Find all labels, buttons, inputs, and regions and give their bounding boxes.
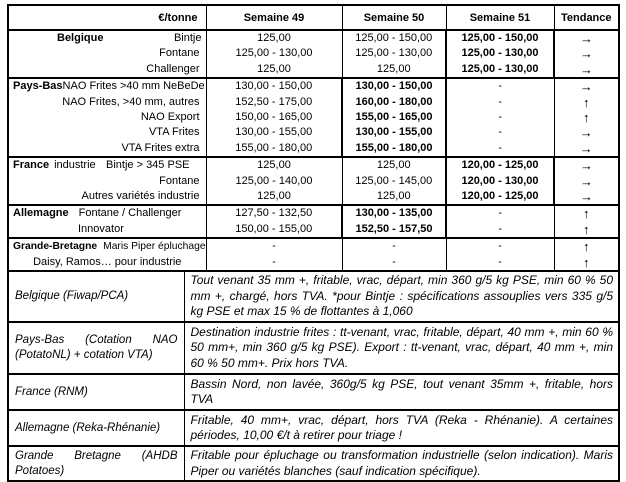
- trend-arrow: →: [554, 157, 618, 173]
- trend-arrow: →: [554, 78, 618, 94]
- table-row: [9, 78, 618, 94]
- trend-arrow: ↑: [554, 255, 618, 270]
- price-cell: -: [342, 255, 446, 270]
- price-cell: -: [206, 255, 342, 270]
- variety-label: Fontane: [159, 47, 200, 60]
- variety-label: NAO Frites >40 mm NeBeDe: [62, 80, 205, 93]
- price-cell: -: [446, 78, 554, 94]
- block-belgique: [9, 30, 618, 78]
- trend-arrow: ↑: [554, 205, 618, 221]
- header-row: [9, 6, 618, 30]
- price-cell: 155,00 - 180,00: [342, 141, 446, 157]
- price-cell: 152,50 - 175,00: [206, 95, 342, 110]
- variety-label: Daisy, Ramos… pour industrie: [33, 255, 182, 268]
- unit-header: €/tonne: [9, 6, 206, 30]
- table-row: [9, 30, 618, 46]
- variety-label: Bintje: [173, 32, 202, 44]
- price-cell: 130,00 - 150,00: [342, 78, 446, 94]
- table-row: [9, 125, 618, 140]
- block-allemagne: [9, 205, 618, 238]
- country-label: Allemagne: [13, 207, 69, 220]
- price-cell: 120,00 - 125,00: [446, 157, 554, 173]
- price-cell: 125,00 - 130,00: [206, 46, 342, 61]
- note-text: Destination industrie frites : tt-venant, vrac, fritable, départ, 40 mm +, min 60 % 50 mm+, min 360 g/5 kg PSE). Export : tt-venant, vrac, départ, 40 mm +, min 60 % 50 mm+. Prix hors TVA.: [184, 322, 618, 374]
- note-text: Fritable pour épluchage ou transformation industrielle (selon indication). Maris Piper ou variétés blanches (sauf indication spécifique).: [184, 446, 618, 480]
- trend-arrow: ↑: [554, 110, 618, 125]
- variety-label: Maris Piper épluchage: [103, 241, 206, 253]
- price-cell: 125,00 - 140,00: [206, 174, 342, 189]
- note-row: [9, 322, 618, 374]
- variety-label: NAO Export: [140, 111, 200, 124]
- note-row: [9, 446, 618, 480]
- price-cell: 150,00 - 165,00: [206, 110, 342, 125]
- country-suffix: industrie: [54, 159, 96, 172]
- price-cell: -: [342, 238, 446, 254]
- trend-arrow: →: [554, 174, 618, 189]
- table-row: [9, 222, 618, 238]
- country-label: Pays-Bas: [13, 80, 63, 93]
- variety-label: Fontane / Challenger: [78, 207, 182, 220]
- note-row: [9, 271, 618, 322]
- note-text: Tout venant 35 mm +, fritable, vrac, départ, min 360 g/5 kg PSE, min 60 % 50 mm +, chargé, hors TVA. *pour Bintje : spécifications assouplies vers 335 g/5 kg PSE et max 15 % de flottantes à 1,060: [184, 271, 618, 322]
- price-cell: 125,00 - 145,00: [342, 174, 446, 189]
- note-row: [9, 410, 618, 446]
- trend-arrow: ↑: [554, 238, 618, 254]
- block-grande-bretagne: [9, 238, 618, 270]
- table-row: [9, 174, 618, 189]
- price-cell: -: [446, 141, 554, 157]
- week-50-header: Semaine 50: [342, 6, 446, 30]
- price-cell: 125,00: [206, 30, 342, 46]
- table-row: [9, 95, 618, 110]
- table-row: [9, 157, 618, 173]
- price-cell: 130,00 - 155,00: [206, 125, 342, 140]
- price-cell: 125,00 - 130,00: [342, 46, 446, 61]
- note-text: Fritable, 40 mm+, vrac, départ, hors TVA (Reka - Rhénanie). A certaines périodes, 10,00 €/t à retirer pour triage !: [184, 410, 618, 446]
- price-cell: -: [446, 95, 554, 110]
- variety-label: Innovator: [78, 222, 124, 235]
- note-label: Pays-Bas (Cotation NAO (PotatoNL) + cotation VTA): [9, 322, 184, 374]
- price-cell: -: [446, 238, 554, 254]
- trend-arrow: →: [554, 125, 618, 140]
- price-cell: -: [446, 110, 554, 125]
- table-row: [9, 205, 618, 221]
- price-cell: 130,00 - 155,00: [342, 125, 446, 140]
- price-cell: 155,00 - 180,00: [206, 141, 342, 157]
- country-label: Belgique: [57, 32, 104, 44]
- price-cell: -: [446, 125, 554, 140]
- price-cell: 125,00: [342, 189, 446, 205]
- block-france: [9, 157, 618, 205]
- trend-arrow: ↑: [554, 222, 618, 238]
- price-cell: 130,00 - 135,00: [342, 205, 446, 221]
- price-cell: 125,00: [342, 62, 446, 78]
- price-cell: -: [446, 205, 554, 221]
- variety-label: Challenger: [146, 62, 200, 75]
- price-report-table: [7, 4, 620, 482]
- price-cell: 125,00: [206, 157, 342, 173]
- notes-table: [9, 270, 618, 480]
- price-cell: 120,00 - 130,00: [446, 174, 554, 189]
- price-cell: -: [446, 222, 554, 238]
- trend-arrow: →: [554, 30, 618, 46]
- country-label: France: [13, 159, 50, 172]
- price-table: [9, 6, 618, 270]
- week-49-header: Semaine 49: [206, 6, 342, 30]
- table-row: [9, 141, 618, 157]
- block-pays-bas: [9, 78, 618, 157]
- trend-arrow: →: [554, 62, 618, 78]
- variety-label: VTA Frites: [148, 126, 200, 139]
- variety-label: NAO Frites, >40 mm, autres: [62, 95, 200, 108]
- note-text: Bassin Nord, non lavée, 360g/5 kg PSE, tout venant 35mm +, fritable, hors TVA: [184, 374, 618, 410]
- note-label: Belgique (Fiwap/PCA): [9, 271, 184, 322]
- note-label: France (RNM): [9, 374, 184, 410]
- price-cell: 125,00 - 130,00: [446, 46, 554, 61]
- note-label: Allemagne (Reka-Rhénanie): [9, 410, 184, 446]
- variety-label: Bintje > 345 PSE: [106, 159, 190, 172]
- variety-label: Fontane: [159, 174, 200, 187]
- note-row: [9, 374, 618, 410]
- table-row: [9, 110, 618, 125]
- price-cell: 125,00: [206, 189, 342, 205]
- note-label: Grande Bretagne (AHDB Potatoes): [9, 446, 184, 480]
- price-cell: -: [206, 238, 342, 254]
- table-row: [9, 238, 618, 254]
- week-51-header: Semaine 51: [446, 6, 554, 30]
- price-cell: 155,00 - 165,00: [342, 110, 446, 125]
- country-label: Grande-Bretagne: [13, 241, 98, 253]
- price-cell: 130,00 - 150,00: [206, 78, 342, 94]
- trend-arrow: →: [554, 46, 618, 61]
- trend-arrow: →: [554, 189, 618, 205]
- price-cell: 125,00 - 150,00: [342, 30, 446, 46]
- price-cell: 125,00 - 130,00: [446, 62, 554, 78]
- price-cell: 160,00 - 180,00: [342, 95, 446, 110]
- trend-header: Tendance: [554, 6, 618, 30]
- table-row: [9, 62, 618, 78]
- trend-arrow: →: [554, 141, 618, 157]
- price-cell: 125,00 - 150,00: [446, 30, 554, 46]
- price-cell: 120,00 - 125,00: [446, 189, 554, 205]
- price-cell: 152,50 - 157,50: [342, 222, 446, 238]
- price-cell: 125,00: [342, 157, 446, 173]
- variety-label: Autres variétés industrie: [81, 190, 200, 203]
- table-row: [9, 189, 618, 205]
- trend-arrow: ↑: [554, 95, 618, 110]
- table-row: [9, 255, 618, 270]
- variety-label: VTA Frites extra: [121, 141, 200, 154]
- price-cell: 125,00: [206, 62, 342, 78]
- price-cell: 150,00 - 155,00: [206, 222, 342, 238]
- price-cell: 127,50 - 132,50: [206, 205, 342, 221]
- table-row: [9, 46, 618, 61]
- price-cell: -: [446, 255, 554, 270]
